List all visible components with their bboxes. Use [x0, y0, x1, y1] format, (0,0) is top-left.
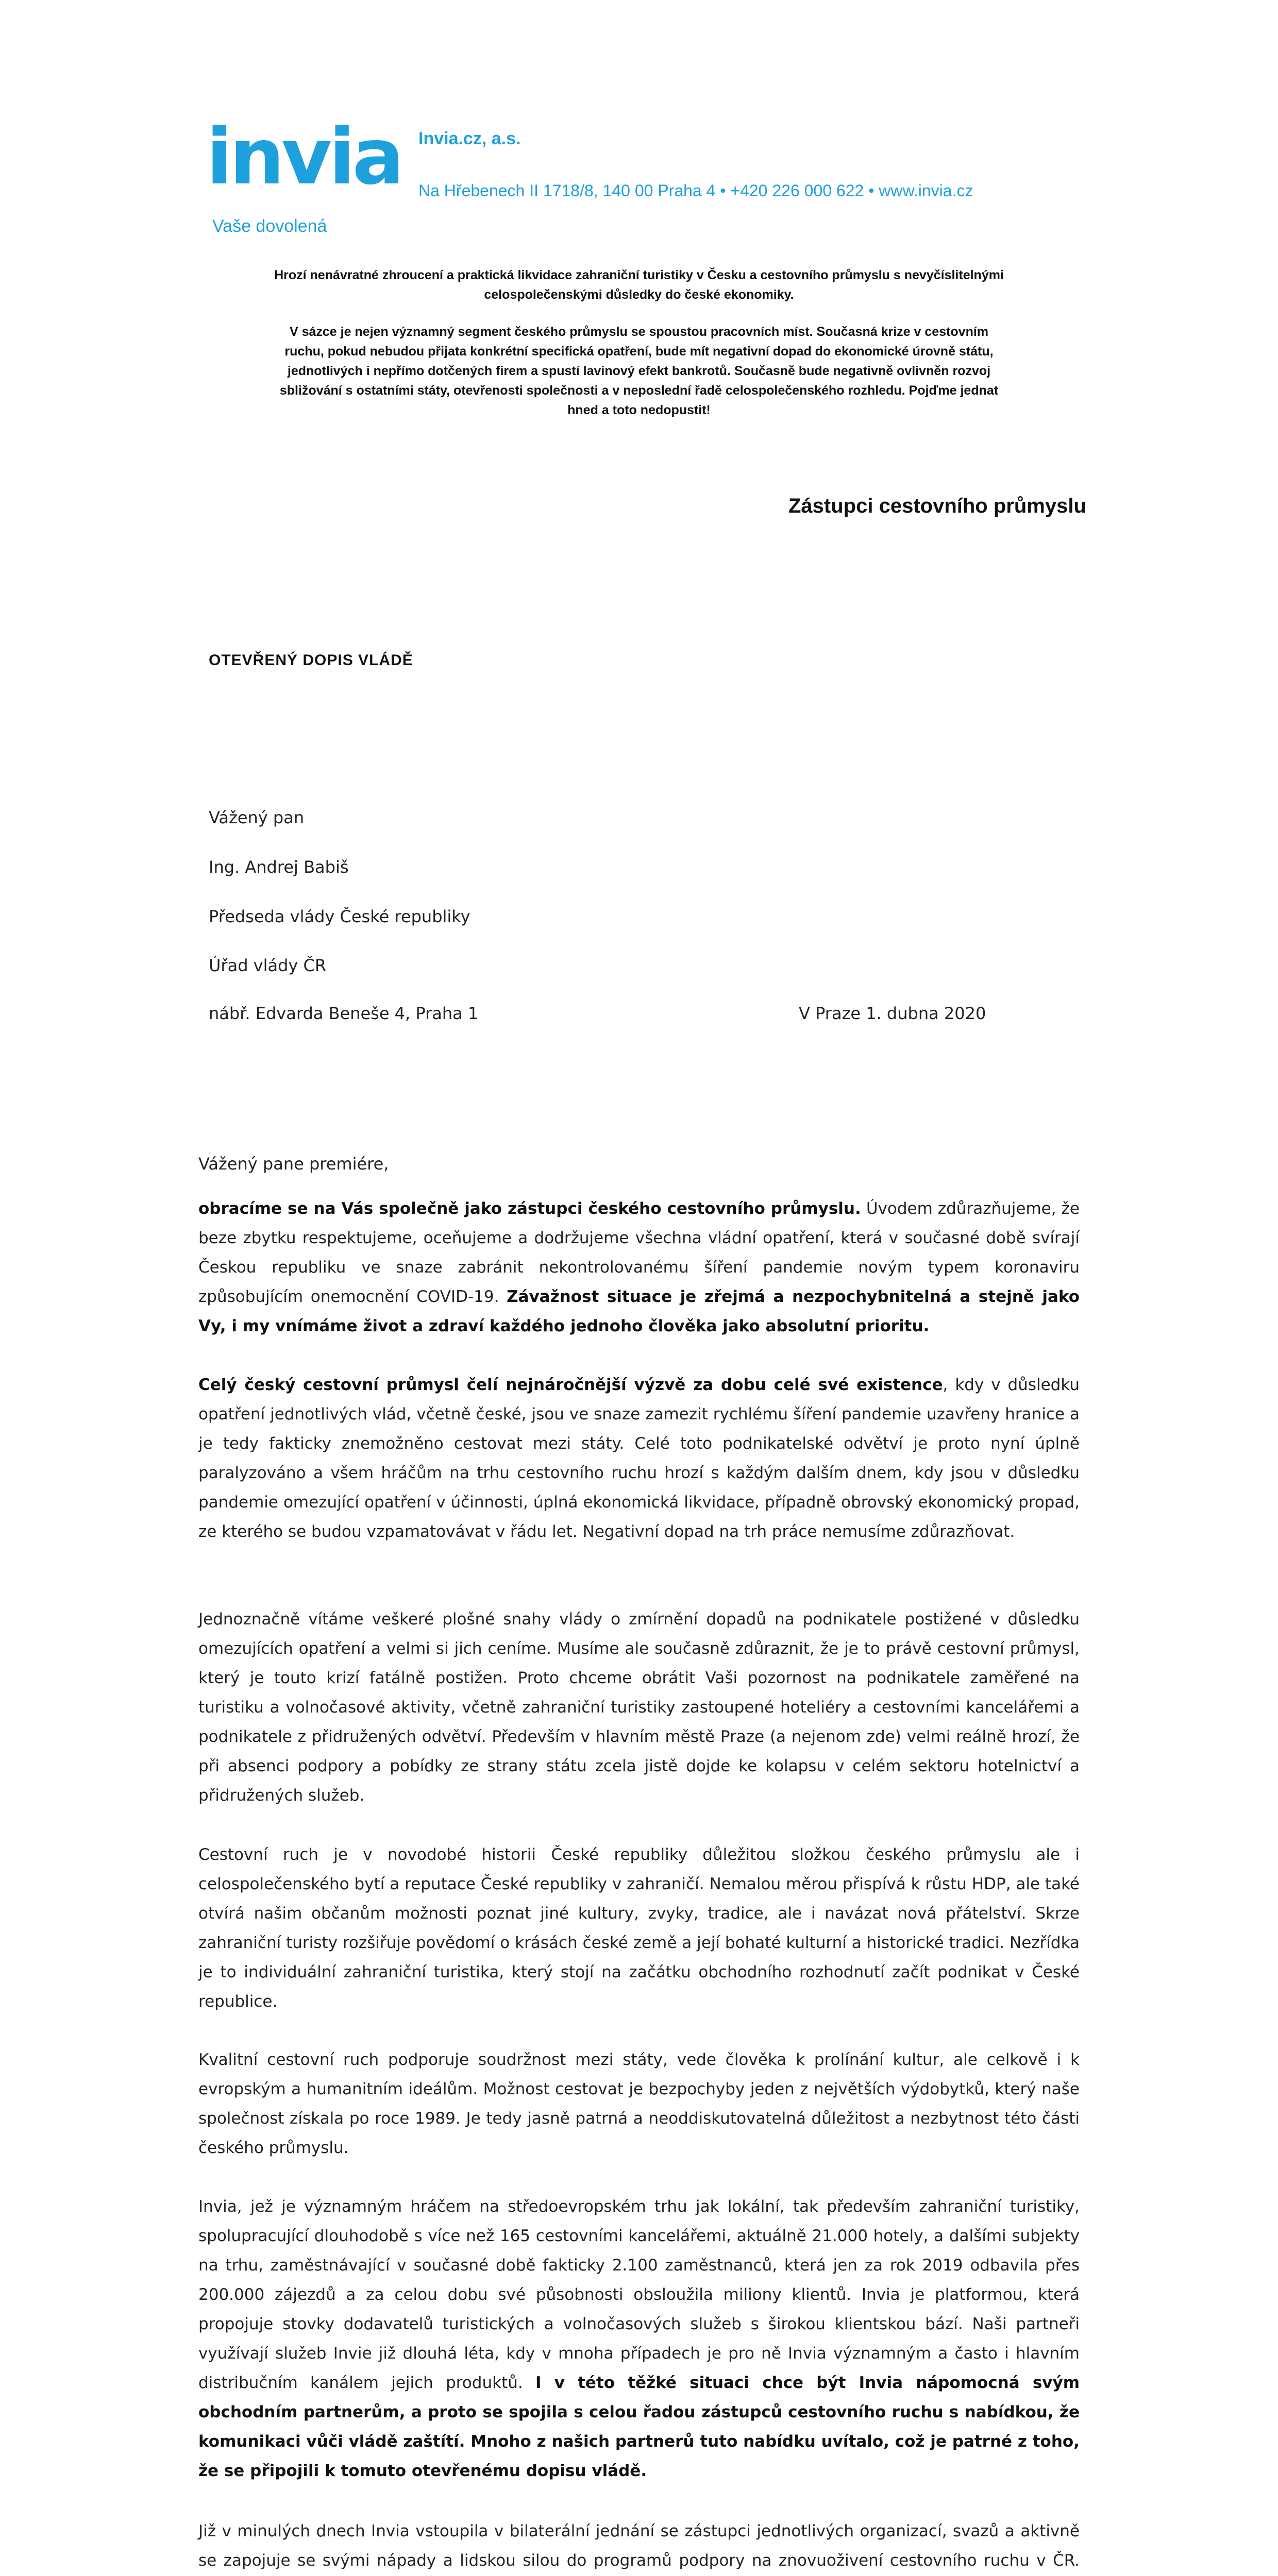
- p6-bold: I v této těžké situaci chce být Invia nápomocná svým obchodním partnerům, a proto se spojila s celou řadou zástupců cestovního ruchu s nabídkou, že komunikaci vůči vládě zaštítí. Mnoho z našich partnerů tuto nabídku uvítalo, což je patrné z toho, že se připojili k tomuto otevřenému dopisu vládě.: [198, 2374, 1080, 2480]
- intro-line-7: hned a toto nedopustit!: [567, 403, 711, 417]
- signers-heading: Zástupci cestovního průmyslu: [788, 495, 1086, 517]
- salutation: Vážený pane premiére,: [198, 1154, 389, 1174]
- letter-title: OTEVŘENÝ DOPIS VLÁDĚ: [209, 652, 413, 669]
- p2-bold: Celý český cestovní průmysl čelí nejnáročnější výzvě za dobu celé své existence: [198, 1376, 943, 1394]
- invia-logo: [206, 112, 401, 202]
- intro-line-4: ruchu, pokud nebudou přijata konkrétní specifická opatření, bude mít negativní dopad do ekonomické úrovně státu,: [284, 344, 994, 359]
- addressee-name: Ing. Andrej Babiš: [209, 857, 349, 877]
- letter-date: V Praze 1. dubna 2020: [799, 1004, 986, 1023]
- p1-bold-2: Závažnost situace je zřejmá a nezpochybnitelná a stejně jako Vy, i my vnímáme život a zdraví každého jednoho člověka jako absolutní prioritu.: [198, 1287, 1080, 1335]
- p2-text: , kdy v důsledku opatření jednotlivých vlád, včetně české, jsou ve snaze zamezit rychlému šíření pandemie uzavřeny hranice a je tedy fakticky znemožněno cestovat mezi státy. Celé toto podnikatelské odvětví je proto nyní úplně paralyzováno a všem hráčům na trhu cestovního ruchu hrozí s každým dalším dnem, kdy jsou v důsledku pandemie omezující opatření v účinnosti, úplná ekonomická likvidace, případně obrovský ekonomický propad, ze kterého se budou vzpamatovávat v řádu let. Negativní dopad na trh práce nemusíme zdůrazňovat.: [198, 1376, 1080, 1541]
- logo-tagline: Vaše dovolená: [212, 216, 327, 236]
- intro-line-3: V sázce je nejen významný segment českého průmyslu se spoustou pracovních míst. Současná krize v cestovním: [289, 325, 989, 339]
- paragraph-1: [198, 1194, 1080, 1341]
- header-company: Invia.cz, a.s.: [418, 129, 521, 148]
- addressee-greeting: Vážený pan: [209, 808, 305, 827]
- intro-line-2: celospolečenskými důsledky do české ekonomiky.: [484, 287, 794, 302]
- intro-line-5: jednotlivých i nepřímo dotčených firem a spustí lavinový efekt bankrotů. Současně bude negativně ovlivněn rozvoj: [287, 364, 991, 378]
- addressee-role: Předseda vlády České republiky: [209, 907, 470, 926]
- intro-line-1: Hrozí nenávratné zhroucení a praktická likvidace zahraniční turistiky v Česku a cestovního průmyslu s nevyčíslitelnými: [274, 268, 1004, 282]
- paragraph-2: [198, 1370, 1080, 1547]
- paragraph-5: Kvalitní cestovní ruch podporuje soudržnost mezi státy, vede člověka k prolínání kultur, ale celkově i k evropským a humanitním ideálům. Možnost cestovat je bezpochyby jeden z největších výdobytků, který naše společnost získala po roce 1989. Je tedy jasně patrná a neoddiskutovatelná důležitost a nezbytnost této části českého průmyslu.: [198, 2050, 1080, 2157]
- p1-text: Úvodem zdůrazňujeme, že beze zbytku respektujeme, oceňujeme a dodržujeme všechna vládní opatření, která v současné době svírají Českou republiku ve snaze zabránit nekontrolovanému šíření pandemie novým typem koronaviru způsobujícím onemocnění COVID-19.: [198, 1199, 1080, 1306]
- p6-text: Invia, jež je významným hráčem na středoevropském trhu jak lokální, tak především zahraniční turistiky, spolupracující dlouhodobě s více než 165 cestovními kancelářemi, aktuálně 21.000 hotely, a dalšími subjekty na trhu, zaměstnávající v současné době fakticky 2.100 zaměstnanců, která jen za rok 2019 odbavila přes 200.000 zájezdů a za celou dobu své působnosti obsloužila miliony klientů. Invia je platformou, která propojuje stovky dodavatelů turistických a volnočasových služeb s širokou klientskou bází. Naši partneři využívají služeb Invie již dlouhá léta, kdy v mnoha případech je pro ně Invia významným a často i hlavním distribučním kanálem jejich produktů.: [198, 2197, 1080, 2392]
- logo-wordmark: invia: [206, 112, 401, 202]
- addressee-office: Úřad vlády ČR: [209, 956, 327, 975]
- paragraph-6: [198, 2192, 1080, 2486]
- paragraph-3: Jednoznačně vítáme veškeré plošné snahy vlády o zmírnění dopadů na podnikatele postižené v důsledku omezujících opatření a velmi si jich ceníme. Musíme ale současně zdůraznit, že je to právě cestovní průmysl, který je touto krizí fatálně postižen. Proto chceme obrátit Vaši pozornost na podnikatele zaměřené na turistiku a volnočasové aktivity, včetně zahraniční turistiky zastoupené hoteliéry a cestovními kancelářemi a podnikatele z přidružených odvětví. Především v hlavním městě Praze (a nejenom zde) velmi reálně hrozí, že při absenci podpory a pobídky ze strany státu zcela jistě dojde ke kolapsu v celém sektoru hotelnictví a přidružených služeb.: [198, 1610, 1080, 1805]
- p1-bold-1: obracíme se na Vás společně jako zástupci českého cestovního průmyslu.: [198, 1199, 861, 1218]
- paragraph-7: Již v minulých dnech Invia vstoupila v bilaterální jednání se zástupci jednotlivých organizací, svazů a aktivně se zapojuje se svými nápady a lidskou silou do programů podpory na znovuoživení cestovního ruchu v ČR.: [198, 2522, 1080, 2570]
- paragraph-4: Cestovní ruch je v novodobé historii České republiky důležitou složkou českého průmyslu ale i celospolečenského bytí a reputace České republiky v zahraničí. Nemalou měrou přispívá k růstu HDP, ale také otvírá našim občanům možnosti poznat jiné kultury, zvyky, tradice, ale i navázat nová přátelství. Skrze zahraniční turisty rozšiřuje povědomí o krásách české země a její bohaté kulturní a historické tradici. Nezřídka je to individuální zahraniční turistika, který stojí na začátku obchodního rozhodnutí začít podnikat v České republice.: [198, 1845, 1080, 2011]
- intro-line-6: sbližování s ostatními státy, otevřenosti společnosti a v neposlední řadě celospolečenského rozhledu. Pojďme jednat: [279, 383, 999, 398]
- addressee-street: nábř. Edvarda Beneše 4, Praha 1: [209, 1004, 479, 1023]
- header-address: Na Hřebenech II 1718/8, 140 00 Praha 4 • +420 226 000 622 • www.invia.cz: [418, 181, 973, 200]
